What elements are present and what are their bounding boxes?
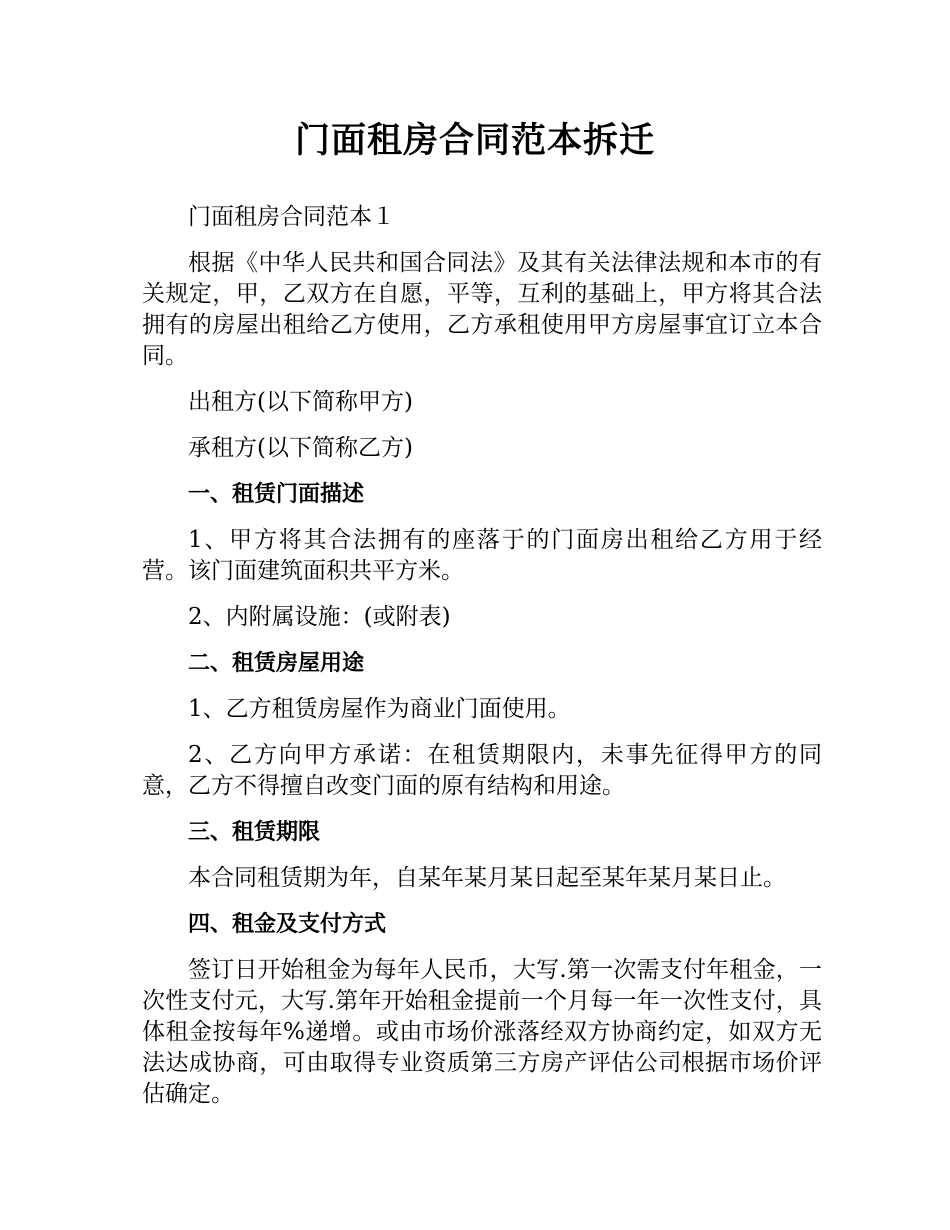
document-body xyxy=(142,202,822,1125)
clause-1-1: 1、甲方将其合法拥有的座落于的门面房出租给乙方用于经营。该门面建筑面积共平方米。 xyxy=(142,527,822,584)
clause-3: 本合同租赁期为年，自某年某月某日起至某年某月某日止。 xyxy=(188,865,786,891)
clause-2-1: 1、乙方租赁房屋作为商业门面使用。 xyxy=(188,696,571,722)
clause-2-2: 2、乙方向甲方承诺：在租赁期限内，未事先征得甲方的同意，乙方不得擅自改变门面的原有结构和用途。 xyxy=(142,742,822,799)
section-heading-1: 一、租赁门面描述 xyxy=(188,482,365,507)
section-heading-2: 二、租赁房屋用途 xyxy=(188,651,365,676)
lessee-line: 承租方(以下简称乙方) xyxy=(188,435,413,461)
section-heading-4: 四、租金及支付方式 xyxy=(188,912,387,937)
lessor-line: 出租方(以下简称甲方) xyxy=(188,389,413,415)
clause-1-2: 2、内附属设施：(或附表) xyxy=(188,604,451,630)
clause-4: 签订日开始租金为每年人民币，大写.第一次需支付年租金，一次性支付元，大写.第年开始租金提前一个月每一年一次性支付，具体租金按每年%递增。或由市场价涨落经双方协商约定，如双方无法达成协商，可由取得专业资质第三方房产评估公司根据市场价评估确定。 xyxy=(142,957,822,1107)
subtitle: 门面租房合同范本１ xyxy=(188,204,395,230)
section-heading-3: 三、租赁期限 xyxy=(188,820,321,845)
intro-paragraph: 根据《中华人民共和国合同法》及其有关法律法规和本市的有关规定，甲，乙双方在自愿，平等，互利的基础上，甲方将其合法拥有的房屋出租给乙方使用，乙方承租使用甲方房屋事宜订立本合同。 xyxy=(142,250,822,369)
page-title: 门面租房合同范本拆迁 xyxy=(294,121,655,161)
